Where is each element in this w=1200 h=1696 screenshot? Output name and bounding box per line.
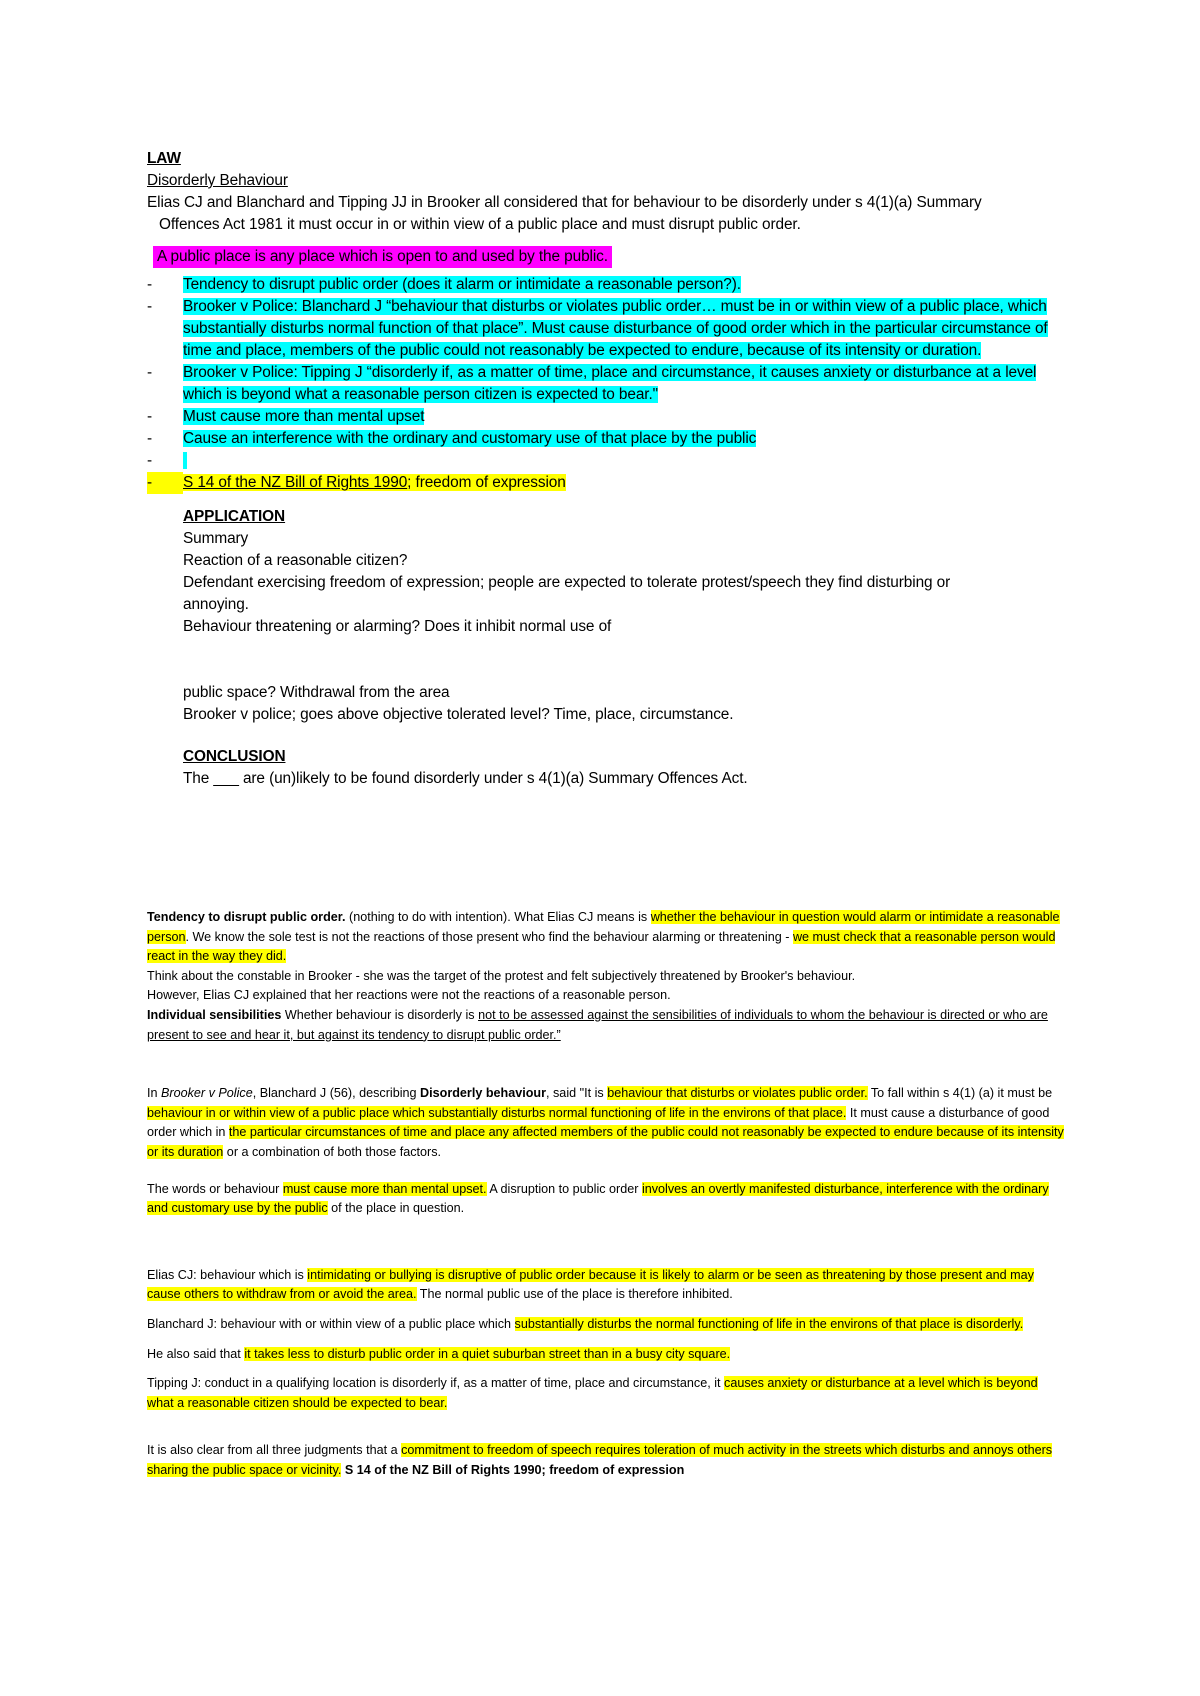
notes-paragraph: In Brooker v Police, Blanchard J (56), describing Disorderly behaviour, said "It is behaviour that disturbs or violates public order. To fall within s 4(1) (a) it must be behaviour in or within view of a public place which substantially disturbs normal functioning of life in the environs of that place. It must cause a disturbance of good order which in the particular circumstances of time and place any affected members of the public could not reasonably be expected to endure because of its intensity or its duration or a combination of both those factors. bbox=[147, 1086, 1064, 1159]
empty-bullet-highlight bbox=[183, 452, 187, 469]
list-item bbox=[147, 472, 1067, 494]
bullet-text: Must cause more than mental upset bbox=[183, 408, 425, 425]
application-line: Summary bbox=[183, 530, 249, 547]
notes-paragraph: Elias CJ: behaviour which is intimidating or bullying is disruptive of public order because it is likely to alarm or be seen as threatening by those present and may cause others to withdraw from or avoid the area. The normal public use of the place is therefore inhibited. bbox=[147, 1267, 1034, 1302]
application-line: public space? Withdrawal from the area bbox=[183, 684, 450, 701]
application-line: Reaction of a reasonable citizen? bbox=[183, 552, 408, 569]
notes-paragraph: Individual sensibilities Whether behaviour is disorderly is not to be assessed against the sensibilities of individuals to whom the behaviour is directed or who are present to see and hear it, but against its tendency to disrupt public order.” bbox=[147, 1007, 1048, 1042]
bullet-text: Cause an interference with the ordinary and customary use of that place by the public bbox=[183, 430, 757, 447]
notes-paragraph: Tipping J: conduct in a qualifying location is disorderly if, as a matter of time, place and circumstance, it causes anxiety or disturbance at a level which is beyond what a reasonable citizen should be expected to bear. bbox=[147, 1376, 1038, 1410]
notes-paragraph: Think about the constable in Brooker - she was the target of the protest and felt subjectively threatened by Brooker's behaviour. bbox=[147, 968, 856, 983]
application-line: Defendant exercising freedom of expression; people are expected to tolerate protest/speech they find disturbing or bbox=[183, 574, 951, 591]
law-intro-line-2: Offences Act 1981 it must occur in or within view of a public place and must disrupt public order. bbox=[159, 216, 801, 233]
notes-paragraph: Tendency to disrupt public order. (nothing to do with intention). What Elias CJ means is whether the behaviour in question would alarm or intimidate a reasonable person. We know the sole test is not the reactions of those present who find the behaviour alarming or threatening - we must check that a reasonable person would react in the way they did. bbox=[147, 910, 1060, 964]
bullet-dash: - bbox=[147, 298, 153, 315]
public-place-definition: A public place is any place which is open to and used by the public. bbox=[153, 246, 612, 268]
list-item bbox=[147, 428, 1067, 450]
bullet-text: Brooker v Police: Tipping J “disorderly if, as a matter of time, place and circumstance, it causes anxiety or disturbance at a level which is beyond what a reasonable person citizen is expected to bear." bbox=[183, 364, 1037, 403]
law-heading: LAW bbox=[147, 150, 181, 167]
application-line: annoying. bbox=[183, 596, 249, 613]
bullet-dash: - bbox=[147, 452, 153, 469]
notes-section bbox=[147, 908, 1067, 1480]
notes-paragraph: He also said that it takes less to disturb public order in a quiet suburban street than in a busy city square. bbox=[147, 1346, 731, 1361]
bullet-text: Tendency to disrupt public order (does it alarm or intimidate a reasonable person?). bbox=[183, 276, 741, 293]
application-section bbox=[147, 506, 1067, 790]
bullet-dash: - bbox=[147, 430, 153, 447]
bullet-dash: - bbox=[147, 364, 153, 381]
list-item bbox=[147, 274, 1067, 296]
application-line: Behaviour threatening or alarming? Does it inhibit normal use of bbox=[183, 618, 612, 635]
notes-paragraph: However, Elias CJ explained that her reactions were not the reactions of a reasonable person. bbox=[147, 988, 671, 1003]
bullet-dash: - bbox=[147, 276, 153, 293]
bullet-dash: - bbox=[147, 408, 153, 425]
law-bullet-list bbox=[147, 274, 1067, 494]
bill-of-rights-link[interactable]: S 14 of the NZ Bill of Rights 1990 bbox=[183, 474, 408, 491]
list-item bbox=[147, 450, 1067, 472]
bullet-text: Brooker v Police: Blanchard J “behaviour that disturbs or violates public order… must be in or within view of a public place, which substantially disturbs normal function of that place”. Must cause disturbance of good order which in the particular circumstance of time and place, members of the public could not reasonably be expected to endure, because of its intensity or duration. bbox=[183, 298, 1048, 359]
conclusion-heading: CONCLUSION bbox=[183, 748, 286, 765]
law-subheading: Disorderly Behaviour bbox=[147, 172, 288, 189]
list-item bbox=[147, 362, 1067, 406]
bullet-text: ; freedom of expression bbox=[407, 474, 566, 491]
list-item bbox=[147, 296, 1067, 362]
application-line: Brooker v police; goes above objective tolerated level? Time, place, circumstance. bbox=[183, 706, 734, 723]
law-section bbox=[147, 148, 1067, 790]
notes-paragraph: It is also clear from all three judgments that a commitment to freedom of speech requires toleration of much activity in the streets which disturbs and annoys others sharing the public space or vicinity. S 14 of the NZ Bill of Rights 1990; freedom of expression bbox=[147, 1443, 1053, 1477]
application-heading: APPLICATION bbox=[183, 508, 286, 525]
notes-paragraph: The words or behaviour must cause more than mental upset. A disruption to public order involves an overtly manifested disturbance, interference with the ordinary and customary use by the public of the place in question. bbox=[147, 1181, 1049, 1216]
law-intro-line-1: Elias CJ and Blanchard and Tipping JJ in Brooker all considered that for behaviour to be disorderly under s 4(1)(a) Summary bbox=[147, 194, 982, 211]
bullet-dash: - bbox=[147, 472, 183, 494]
conclusion-text: The ___ are (un)likely to be found disorderly under s 4(1)(a) Summary Offences Act. bbox=[183, 770, 748, 787]
notes-paragraph: Blanchard J: behaviour with or within view of a public place which substantially disturbs the normal functioning of life in the environs of that place is disorderly. bbox=[147, 1316, 1024, 1331]
list-item bbox=[147, 406, 1067, 428]
